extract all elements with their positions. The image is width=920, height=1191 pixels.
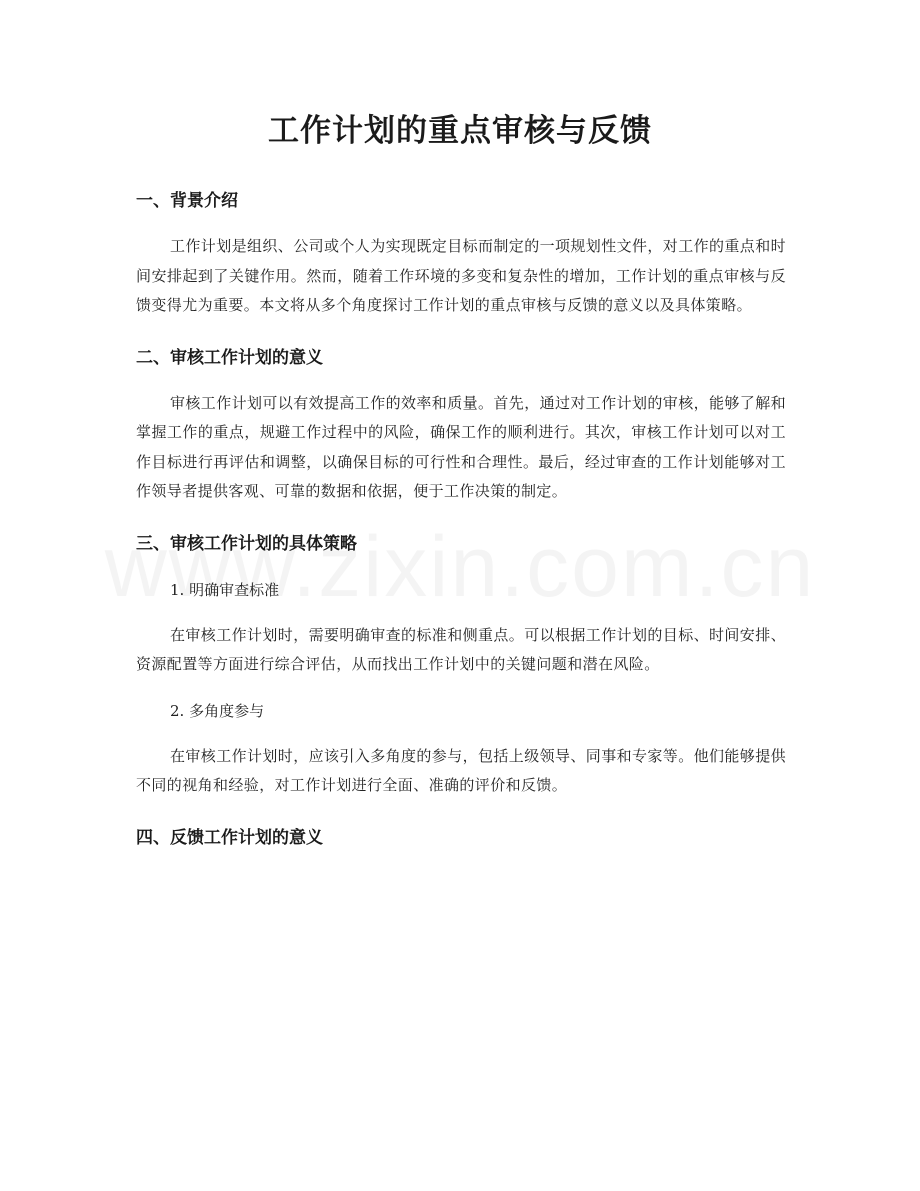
list-item-label: 多角度参与 [189, 701, 265, 720]
section-heading-background: 一、背景介绍 [136, 191, 238, 211]
document-body [136, 186, 786, 853]
section-heading-review-significance: 二、审核工作计划的意义 [136, 347, 323, 368]
section-paragraph-background: 工作计划是组织、公司或个人为实现既定目标而制定的一项规划性文件，对工作的重点和时间安排起到了关键作用。然而，随着工作环境的多变和复杂性的增加，工作计划的重点审核与反馈变得尤为重要。本文将从多个角度探讨工作计划的重点审核与反馈的意义以及具体策略。 [136, 237, 787, 314]
section-heading-feedback-significance: 四、反馈工作计划的意义 [136, 827, 323, 848]
list-item-number: 2. [170, 701, 185, 720]
list-item-number: 1. [170, 580, 185, 599]
list-item-heading [136, 575, 786, 605]
document-title: 工作计划的重点审核与反馈 [268, 113, 652, 149]
list-item-label: 明确审查标准 [189, 580, 280, 599]
list-item-heading [136, 696, 786, 726]
section-paragraph-review-significance: 审核工作计划可以有效提高工作的效率和质量。首先，通过对工作计划的审核，能够了解和掌握工作的重点，规避工作过程中的风险，确保工作的顺利进行。其次，审核工作计划可以对工作目标进行再评估和调整，以确保目标的可行性和合理性。最后，经过审查的工作计划能够对工作领导者提供客观、可靠的数据和依据，便于工作决策的制定。 [136, 393, 787, 500]
section-heading-review-strategies: 三、审核工作计划的具体策略 [136, 533, 357, 554]
list-item-paragraph: 在审核工作计划时，应该引入多角度的参与，包括上级领导、同事和专家等。他们能够提供不同的视角和经验，对工作计划进行全面、准确的评价和反馈。 [136, 746, 787, 794]
list-item-paragraph: 在审核工作计划时，需要明确审查的标准和侧重点。可以根据工作计划的目标、时间安排、资源配置等方面进行综合评估，从而找出工作计划中的关键问题和潜在风险。 [136, 625, 787, 673]
